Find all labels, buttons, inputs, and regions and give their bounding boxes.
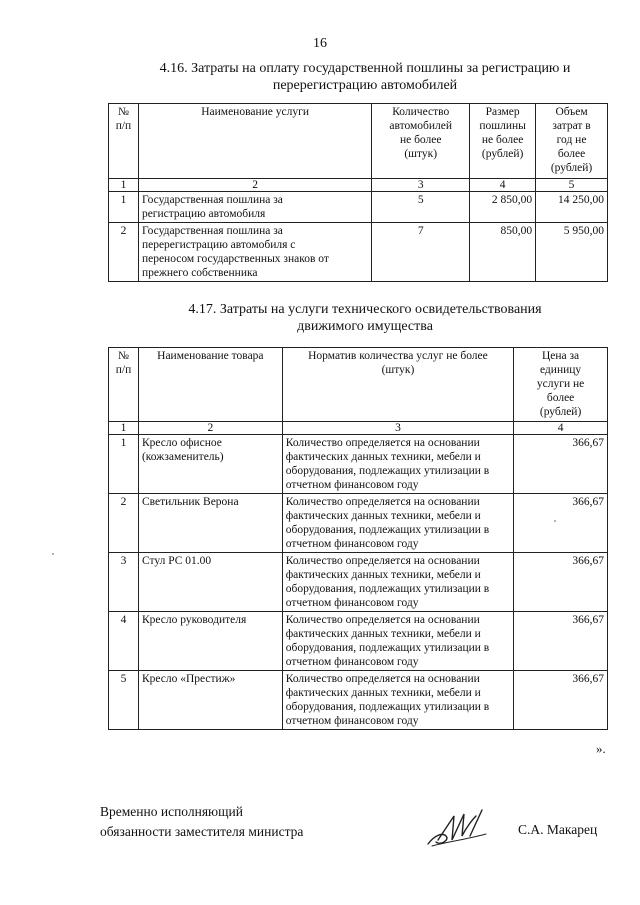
column-index: 5: [536, 179, 608, 192]
scan-speck: [52, 553, 54, 555]
inspection-services-table: [108, 347, 608, 730]
unit-price: 366,67: [514, 553, 608, 612]
table2-title-line2: движимого имущества: [297, 319, 433, 334]
quantity-norm: Количество определяется на основании фактических данных техники, мебели и оборудования, подлежащих утилизации в отчетном финансовом году: [282, 435, 513, 494]
unit-price: 366,67: [514, 435, 608, 494]
column-index: 3: [282, 422, 513, 435]
vehicle-count: 5: [372, 192, 470, 223]
item-name: Кресло офисное (кожзаменитель): [138, 435, 282, 494]
table1-column-index-row: [109, 179, 608, 192]
position-line1: Временно исполняющий: [100, 804, 243, 819]
table2-title-line1: 4.17. Затраты на услуги технического освидетельствования: [188, 302, 542, 317]
row-number: 2: [109, 494, 139, 553]
table1-title-line1: 4.16. Затраты на оплату государственной пошлины за регистрацию и: [159, 61, 571, 76]
table1-header-cell: Объем затрат в год не более (рублей): [536, 104, 608, 179]
item-name: Стул РС 01.00: [138, 553, 282, 612]
table1-header-cell: Количество автомобилей не более (штук): [372, 104, 470, 179]
row-number: 4: [109, 612, 139, 671]
table-row: [109, 223, 608, 282]
column-index: 4: [514, 422, 608, 435]
row-number: 2: [109, 223, 139, 282]
unit-price: 366,67: [514, 612, 608, 671]
table-row: [109, 612, 608, 671]
table-row: [109, 671, 608, 730]
duty-amount: 2 850,00: [470, 192, 536, 223]
quantity-norm: Количество определяется на основании фактических данных техники, мебели и оборудования, подлежащих утилизации в отчетном финансовом году: [282, 494, 513, 553]
duty-amount: 850,00: [470, 223, 536, 282]
item-name: Кресло «Престиж»: [138, 671, 282, 730]
handwritten-signature-icon: [424, 806, 494, 850]
table-row: [109, 192, 608, 223]
row-number: 1: [109, 435, 139, 494]
table1-header-cell: № п/п: [109, 104, 139, 179]
table-row: [109, 435, 608, 494]
unit-price: 366,67: [514, 671, 608, 730]
closing-quote-mark: ».: [596, 741, 606, 756]
table2-column-index-row: [109, 422, 608, 435]
scan-speck: [554, 520, 556, 522]
row-number: 1: [109, 192, 139, 223]
table1-header-cell: Наименование услуги: [138, 104, 371, 179]
service-name: Государственная пошлина за перерегистрацию автомобиля с переносом государственных знаков от прежнего собственника: [138, 223, 371, 282]
service-name: Государственная пошлина за регистрацию автомобиля: [138, 192, 371, 223]
table2-header-cell: Наименование товара: [138, 348, 282, 422]
quantity-norm: Количество определяется на основании фактических данных техники, мебели и оборудования, подлежащих утилизации в отчетном финансовом году: [282, 553, 513, 612]
table-row: [109, 494, 608, 553]
signatory-position: [100, 802, 303, 842]
unit-price: 366,67: [514, 494, 608, 553]
table-row: [109, 553, 608, 612]
table2-header-cell: Цена за единицу услуги не более (рублей): [514, 348, 608, 422]
item-name: Светильник Верона: [138, 494, 282, 553]
row-number: 3: [109, 553, 139, 612]
quantity-norm: Количество определяется на основании фактических данных техники, мебели и оборудования, подлежащих утилизации в отчетном финансовом году: [282, 612, 513, 671]
table2-title: [160, 301, 570, 335]
table1-header-cell: Размер пошлины не более (рублей): [470, 104, 536, 179]
column-index: 4: [470, 179, 536, 192]
table1-header-row: [109, 104, 608, 179]
state-duty-table: [108, 103, 608, 282]
annual-cost: 14 250,00: [536, 192, 608, 223]
position-line2: обязанности заместителя министра: [100, 824, 304, 839]
vehicle-count: 7: [372, 223, 470, 282]
signer-name: С.А. Макарец: [518, 822, 598, 837]
column-index: 1: [109, 422, 139, 435]
table2-header-cell: Норматив количества услуг не более (штук): [282, 348, 513, 422]
column-index: 1: [109, 179, 139, 192]
column-index: 2: [138, 422, 282, 435]
table2-header-row: [109, 348, 608, 422]
table1-title-line2: перерегистрацию автомобилей: [272, 78, 458, 93]
column-index: 2: [138, 179, 371, 192]
column-index: 3: [372, 179, 470, 192]
row-number: 5: [109, 671, 139, 730]
item-name: Кресло руководителя: [138, 612, 282, 671]
quantity-norm: Количество определяется на основании фактических данных техники, мебели и оборудования, подлежащих утилизации в отчетном финансовом году: [282, 671, 513, 730]
table1-title: [130, 60, 600, 94]
page-number: 16: [313, 36, 327, 51]
annual-cost: 5 950,00: [536, 223, 608, 282]
table2-header-cell: № п/п: [109, 348, 139, 422]
